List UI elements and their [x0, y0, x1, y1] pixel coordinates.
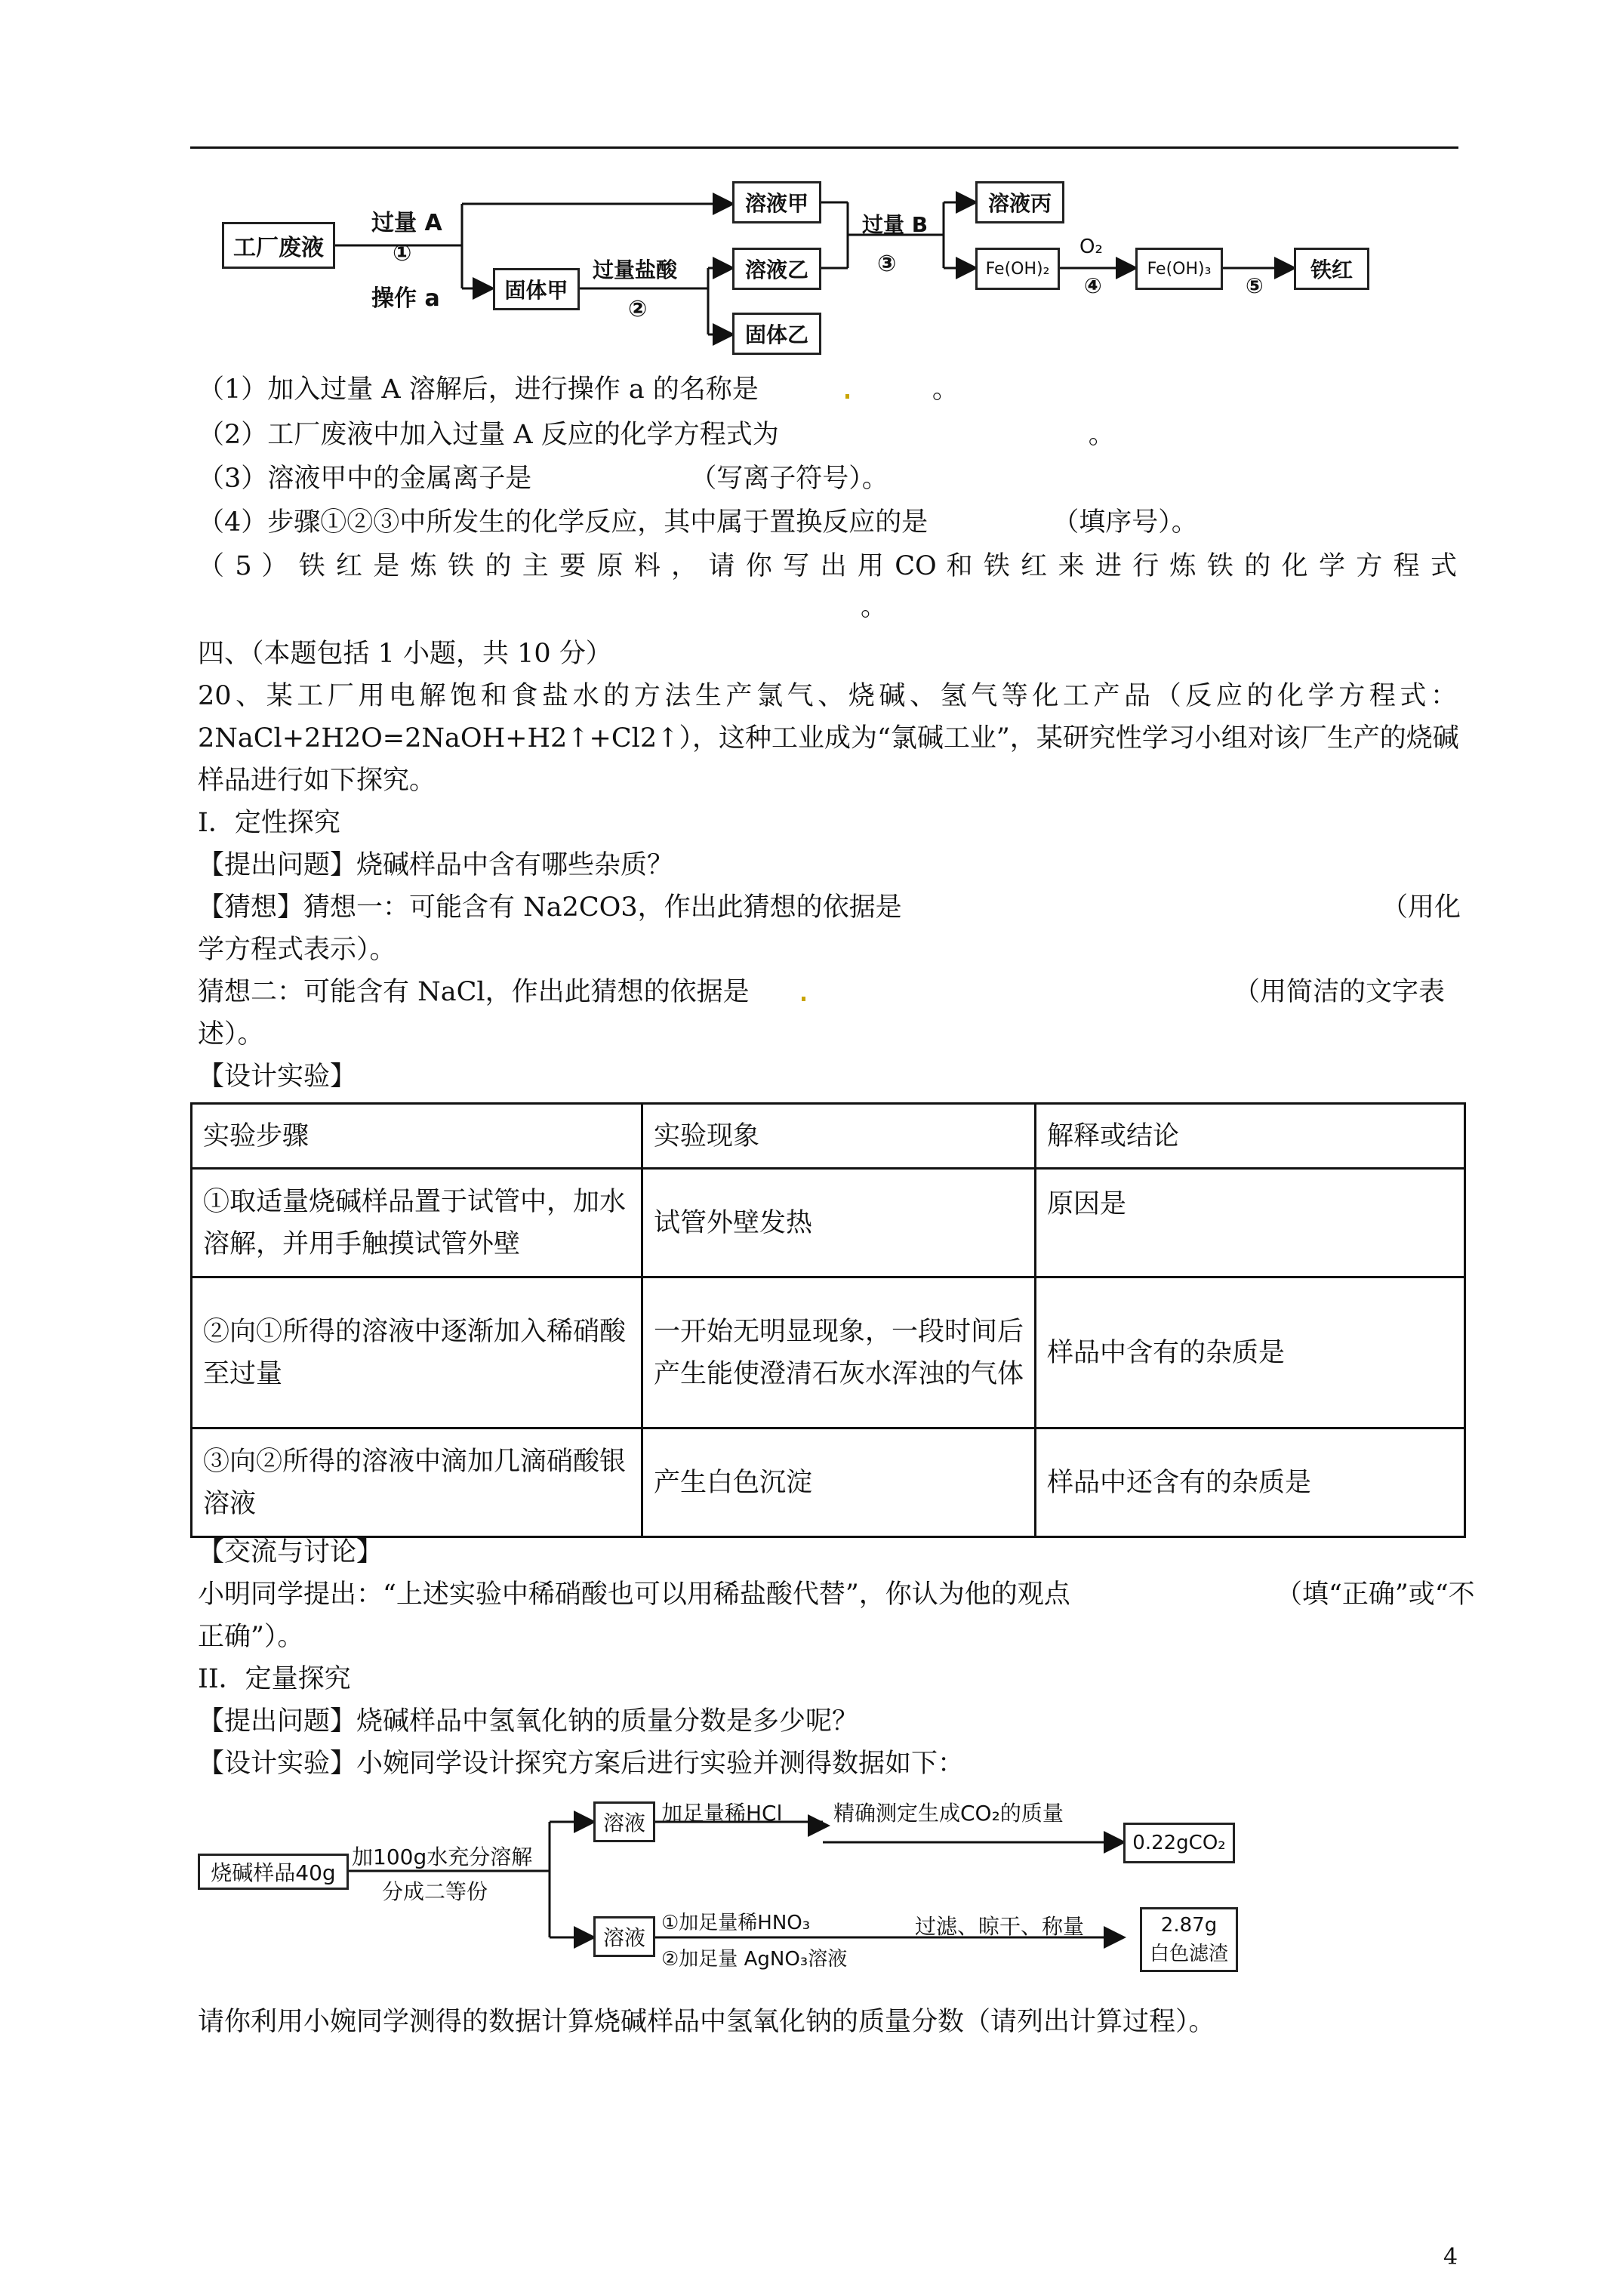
discussion-line1: 小明同学提出：“上述实验中稀硝酸也可以用稀盐酸代替”，你认为他的观点: [198, 1579, 1070, 1610]
label-measure-co2: 精确测定生成CO₂的质量: [833, 1801, 1064, 1826]
table-header: 解释或结论: [1036, 1104, 1465, 1169]
guess-2: 猜想二：可能含有 NaCl，作出此猜想的依据是: [198, 977, 750, 1007]
box-solution-b: 溶液乙: [732, 248, 821, 290]
question-2: （2）工厂废液中加入过量 A 反应的化学方程式为 。: [198, 420, 1115, 450]
box-feoh2: Fe(OH)₂: [975, 248, 1060, 290]
label-excess-hcl: 过量盐酸: [593, 257, 678, 282]
label-step-1: ①: [393, 240, 412, 267]
label-add-hno3: ①加足量稀HNO₃: [661, 1912, 811, 1934]
table-cell: 试管外壁发热: [642, 1169, 1035, 1277]
question-4: （4）步骤①②③中所发生的化学反应，其中属于置换反应的是 （填序号）。: [198, 507, 1198, 538]
section-heading: 四、（本题包括 1 小题，共 10 分）: [198, 639, 612, 669]
problem-20-line3: 样品进行如下探究。: [198, 766, 436, 796]
box-feoh3: Fe(OH)₃: [1135, 248, 1223, 290]
question-5-end: 。: [861, 592, 888, 622]
box-residue: 2.87g 白色滤渣: [1140, 1907, 1238, 1972]
guess-2-line2: 述）。: [198, 1019, 264, 1049]
label-add-agno3: ②加足量 AgNO₃溶液: [661, 1948, 848, 1971]
table-cell: ①取适量烧碱样品置于试管中，加水溶解，并用手触摸试管外壁: [192, 1169, 642, 1277]
table-cell: 一开始无明显现象，一段时间后产生能使澄清石灰水浑浊的气体: [642, 1277, 1035, 1428]
discussion-line1-end: （填“正确”或“不: [1276, 1579, 1475, 1610]
label-step-2: ②: [628, 296, 648, 322]
question-1: （1）加入过量 A 溶解后，进行操作 a 的名称是 。: [198, 374, 959, 405]
label-step-5: ⑤: [1246, 273, 1264, 298]
guess-1-line2: 学方程式表示）。: [198, 935, 396, 965]
label-o2: O₂: [1079, 236, 1103, 258]
design-title-1: 【设计实验】: [198, 1062, 357, 1092]
ask-question-1: 【提出问题】烧碱样品中含有哪些杂质？: [198, 850, 674, 880]
discussion-title: 【交流与讨论】: [198, 1537, 383, 1567]
label-filter: 过滤、晾干、称量: [915, 1914, 1085, 1939]
box-solid-a: 固体甲: [493, 268, 580, 310]
label-step-3: ③: [877, 251, 897, 277]
label-add-water: 加100g水充分溶解: [352, 1845, 533, 1869]
box-factory-waste: 工厂废液: [222, 222, 335, 269]
table-cell: ③向②所得的溶液中滴加几滴硝酸银溶液: [192, 1428, 642, 1537]
problem-20-line1: 20、某工厂用电解饱和食盐水的方法生产氯气、烧碱、氢气等化工产品（反应的化学方程式：: [198, 681, 1457, 711]
question-3: （3）溶液甲中的金属离子是 （写离子符号）。: [198, 464, 888, 494]
box-solid-b: 固体乙: [732, 313, 821, 355]
table-header: 实验现象: [642, 1104, 1035, 1169]
question-5: （ 5 ） 铁 红 是 炼 铁 的 主 要 原 料 ， 请 你 写 出 用 CO 和 铁 红 来 进 行 炼 铁 的 化 学 方 程 式: [198, 551, 1457, 581]
guess-1-end: （用化: [1381, 892, 1461, 923]
problem-20-line2: 2NaCl+2H2O=2NaOH+H2↑+Cl2↑），这种工业成为“氯碱工业”，某研究性学习小组对该厂生产的烧碱: [198, 723, 1459, 754]
label-step-4: ④: [1084, 273, 1102, 298]
box-iron-red: 铁红: [1294, 248, 1369, 290]
box-solution-bottom: 溶液: [593, 1916, 655, 1957]
table-cell: 样品中还含有的杂质是: [1036, 1428, 1465, 1537]
label-split: 分成二等份: [382, 1879, 488, 1904]
page-number: 4: [1443, 2244, 1458, 2270]
table-cell: 原因是: [1036, 1169, 1465, 1277]
label-excess-b: 过量 B: [862, 212, 929, 237]
quantitative-title: II．定量探究: [198, 1664, 351, 1694]
table-header: 实验步骤: [192, 1104, 642, 1169]
box-solution-a: 溶液甲: [732, 181, 821, 223]
label-operation-a: 操作 a: [371, 285, 440, 312]
box-sample: 烧碱样品40g: [198, 1854, 349, 1890]
label-add-hcl: 加足量稀HCl: [661, 1801, 783, 1826]
label-excess-a: 过量 A: [371, 210, 442, 236]
final-question: 请你利用小婉同学测得的数据计算烧碱样品中氢氧化钠的质量分数（请列出计算过程）。: [198, 2007, 1215, 2037]
ask-question-2: 【提出问题】烧碱样品中氢氧化钠的质量分数是多少呢？: [198, 1706, 859, 1737]
box-co2-result: 0.22gCO₂: [1123, 1823, 1235, 1863]
table-cell: 样品中含有的杂质是: [1036, 1277, 1465, 1428]
qualitative-title: I．定性探究: [198, 808, 340, 838]
table-cell: 产生白色沉淀: [642, 1428, 1035, 1537]
guess-2-end: （用简洁的文字表: [1233, 977, 1446, 1007]
design-title-2: 【设计实验】小婉同学设计探究方案后进行实验并测得数据如下：: [198, 1749, 965, 1779]
discussion-line2: 正确”）。: [198, 1622, 304, 1652]
table-cell: ②向①所得的溶液中逐渐加入稀硝酸至过量: [192, 1277, 642, 1428]
box-solution-top: 溶液: [593, 1801, 655, 1842]
box-solution-c: 溶液丙: [975, 181, 1064, 223]
guess-1: 【猜想】猜想一：可能含有 Na2CO3，作出此猜想的依据是: [198, 892, 902, 923]
